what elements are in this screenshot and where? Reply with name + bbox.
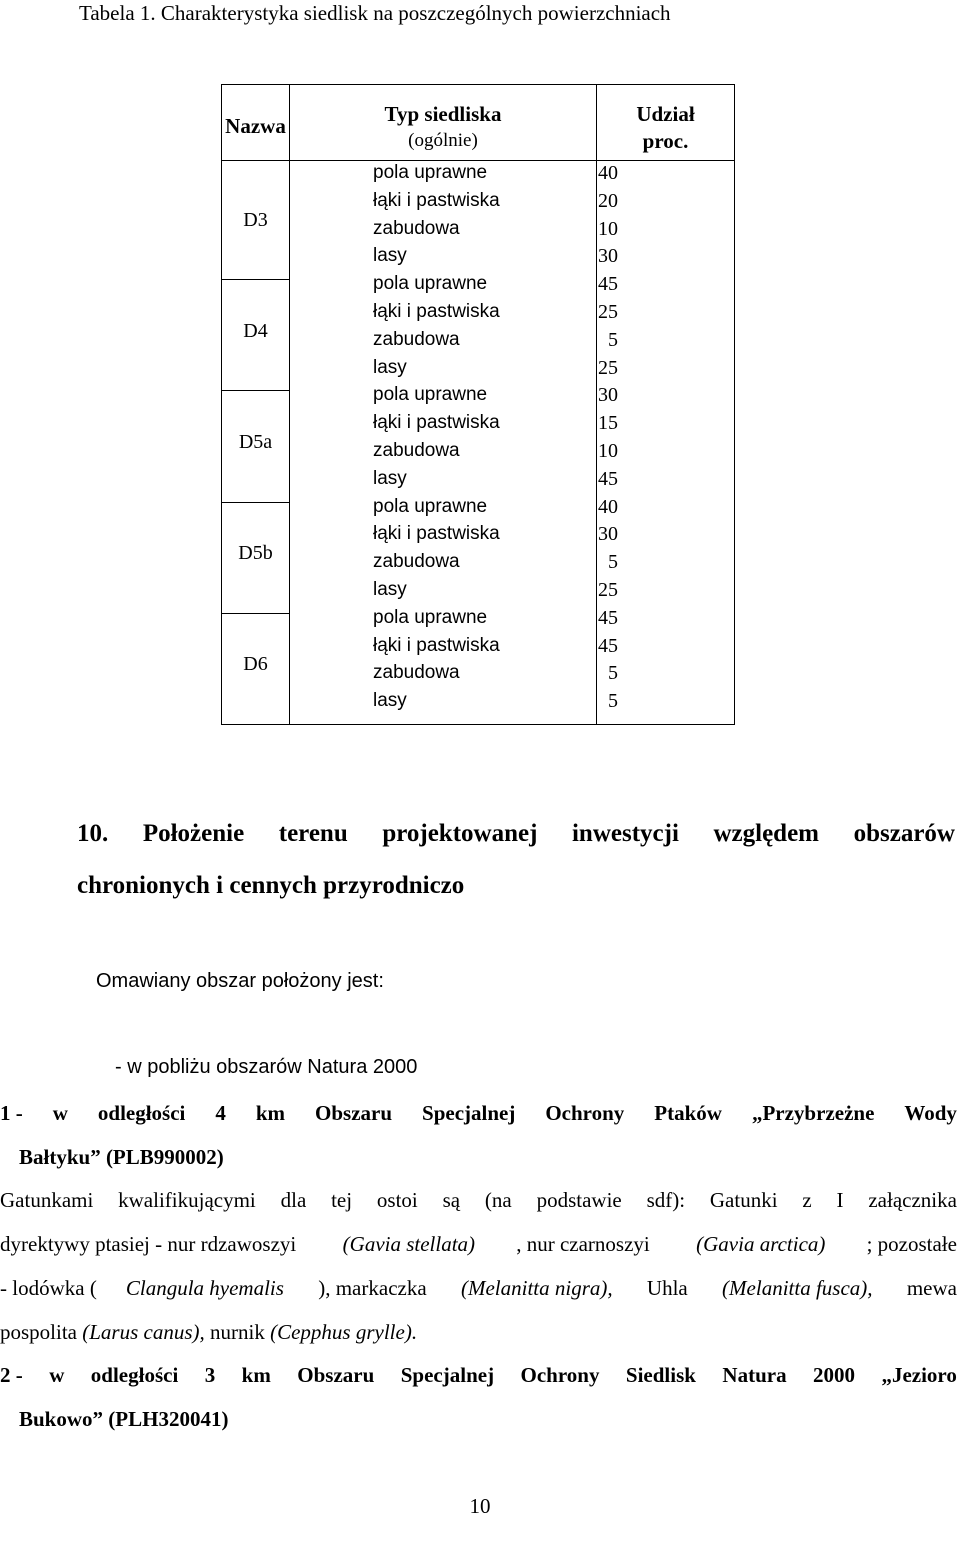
item-word: 2 - [0, 1363, 23, 1387]
header-type-sub: (ogólnie) [408, 130, 478, 151]
site-name: D5b [238, 542, 273, 565]
habitat-share: 30 [598, 384, 618, 407]
section-heading [77, 808, 955, 912]
habitat-type: pola uprawne [373, 495, 488, 517]
table-row [373, 270, 676, 298]
page-number: 10 [469, 1494, 491, 1518]
species-word: (na [484, 1188, 512, 1212]
heading-word: Położenie [142, 820, 245, 847]
habitat-type: pola uprawne [373, 384, 488, 406]
item-word: odległości [90, 1363, 179, 1387]
species-line1 [0, 1178, 957, 1222]
section-heading-line2: chronionych i cennych przyrodniczo [77, 872, 465, 899]
item-word: Ochrony [520, 1363, 600, 1387]
habitat-type: lasy [373, 356, 407, 378]
header-share-line2: proc. [642, 129, 689, 153]
header-name: Nazwa [225, 114, 286, 138]
group-divider [222, 390, 289, 391]
item-word: Natura [722, 1363, 787, 1387]
habitat-share: 20 [598, 189, 618, 212]
species-text: - lodówka ( [0, 1276, 97, 1300]
item-word: 4 [215, 1101, 226, 1125]
habitat-share: 5 [608, 690, 618, 713]
species-text: pospolita [0, 1320, 83, 1344]
species-word: tej [331, 1188, 353, 1212]
species-word: z [802, 1188, 812, 1212]
species-line3 [0, 1266, 957, 1310]
habitat-share: 10 [598, 217, 618, 240]
habitat-type: łąki i pastwiska [373, 412, 500, 434]
species-word: Gatunki [709, 1188, 778, 1212]
species-text: ; pozostałe [866, 1232, 957, 1256]
species-text: , nur czarnoszyi [516, 1232, 655, 1256]
species-word: załącznika [868, 1188, 957, 1212]
habitat-type: lasy [373, 245, 407, 267]
habitat-share: 40 [598, 495, 618, 518]
habitat-share: 30 [598, 523, 618, 546]
habitat-type: pola uprawne [373, 606, 488, 628]
table-row [373, 354, 676, 382]
intro-text: Omawiany obszar położony jest: [96, 970, 384, 992]
table-row [373, 493, 676, 521]
item-1-line2: Bałtyku” (PLB990002) [19, 1145, 224, 1169]
habitat-table [221, 84, 735, 725]
habitat-type: lasy [373, 690, 407, 712]
habitat-share: 45 [598, 634, 618, 657]
habitat-type: zabudowa [373, 440, 460, 461]
item-2-line2: Bukowo” (PLH320041) [19, 1407, 229, 1431]
species-word: są [442, 1188, 461, 1212]
species-text: ), markaczka [312, 1276, 432, 1300]
table-row [373, 326, 676, 354]
header-type [290, 101, 596, 153]
habitat-share: 25 [598, 579, 618, 601]
habitat-share: 5 [608, 662, 618, 685]
table-row [373, 242, 676, 270]
habitat-share: 10 [598, 440, 618, 462]
table-row [373, 298, 676, 326]
species-paragraph [0, 1178, 957, 1354]
item-word: „Jezioro [881, 1363, 957, 1387]
species-word: sdf): [646, 1188, 686, 1212]
table-row [373, 437, 676, 465]
habitat-type: zabudowa [373, 217, 460, 239]
species-latin: (Gavia stellata) [342, 1232, 476, 1256]
item-word: Siedlisk [625, 1363, 696, 1387]
item-word: km [255, 1101, 286, 1125]
table-row [373, 520, 676, 548]
species-latin: (Gavia arctica) [696, 1232, 826, 1256]
species-word: podstawie [536, 1188, 622, 1212]
item-word: 1 - [0, 1101, 23, 1125]
habitat-type: łąki i pastwiska [373, 189, 500, 211]
habitat-type: zabudowa [373, 662, 460, 684]
section-heading-line1 [77, 808, 955, 860]
item-word: 3 [204, 1363, 216, 1387]
group-divider [222, 279, 289, 280]
group-divider [222, 613, 289, 614]
species-latin: Clangula hyemalis [125, 1276, 284, 1300]
species-text: dyrektywy ptasiej - nur rdzawoszyi [0, 1232, 302, 1256]
species-latin: (Melanitta fusca), [722, 1276, 873, 1300]
item-2 [0, 1353, 957, 1441]
header-type-label: Typ siedliska [384, 102, 502, 126]
site-name: D3 [243, 208, 268, 231]
heading-word: względem [713, 820, 820, 847]
table-row [373, 465, 676, 493]
habitat-share: 25 [598, 301, 618, 323]
habitat-share: 15 [598, 412, 618, 435]
table-row [373, 215, 676, 243]
habitat-share: 45 [598, 606, 618, 629]
site-name: D5a [238, 431, 273, 453]
species-text: mewa [901, 1276, 957, 1300]
heading-word: projektowanej [382, 820, 538, 847]
item-word: km [241, 1363, 271, 1387]
table-row [373, 659, 676, 687]
item-word: Specjalnej [400, 1363, 495, 1387]
site-name: D6 [243, 653, 268, 676]
species-text: nurnik [204, 1320, 271, 1344]
item-2-line1 [0, 1353, 957, 1397]
habitat-type: łąki i pastwiska [373, 523, 500, 545]
species-word: Gatunkami [0, 1188, 94, 1212]
item-1 [0, 1091, 957, 1179]
species-word: ostoi [376, 1188, 418, 1212]
item-word: Obszaru [297, 1363, 375, 1387]
habitat-type: pola uprawne [373, 162, 488, 183]
item-word: Ochrony [545, 1101, 625, 1125]
species-word: kwalifikującymi [118, 1188, 256, 1212]
item-word: 2000 [813, 1363, 856, 1387]
habitat-share: 45 [598, 273, 618, 296]
species-latin: (Larus canus), [82, 1320, 205, 1344]
table-row [373, 604, 676, 632]
table-caption: Tabela 1. Charakterystyka siedlisk na poszczególnych powierzchniach [79, 1, 671, 25]
item-word: „Przybrzeżne [751, 1101, 875, 1125]
group-divider [222, 502, 289, 503]
species-word: dla [280, 1188, 307, 1212]
habitat-share: 30 [598, 245, 618, 268]
heading-word: obszarów [853, 820, 955, 847]
site-name: D4 [243, 319, 268, 342]
habitat-share: 45 [598, 467, 618, 490]
habitat-type: zabudowa [373, 551, 460, 573]
species-word: I [836, 1188, 844, 1212]
habitat-type: lasy [373, 579, 407, 600]
habitat-type: łąki i pastwiska [373, 301, 500, 322]
species-line2 [0, 1222, 957, 1266]
table-row [373, 632, 676, 660]
item-word: Wody [904, 1101, 957, 1125]
heading-word: terenu [278, 820, 348, 847]
species-latin: (Cepphus grylle). [270, 1320, 418, 1344]
section-number: 10. [77, 820, 109, 847]
item-1-line1 [0, 1091, 957, 1135]
species-text: Uhla [641, 1276, 693, 1300]
table-row [373, 187, 676, 215]
table-row [373, 159, 676, 187]
habitat-type: pola uprawne [373, 273, 488, 295]
item-word: odległości [97, 1101, 186, 1125]
header-share [597, 101, 734, 155]
table-row [373, 381, 676, 409]
habitat-type: zabudowa [373, 328, 460, 350]
habitat-share: 40 [598, 162, 618, 184]
species-line4 [0, 1310, 957, 1354]
natura-bullet: - w pobliżu obszarów Natura 2000 [115, 1056, 418, 1078]
heading-word: inwestycji [571, 820, 679, 847]
table-row [373, 548, 676, 576]
item-word: w [52, 1101, 68, 1125]
species-latin: (Melanitta nigra), [460, 1276, 613, 1300]
habitat-type: lasy [373, 467, 407, 489]
table-row [373, 409, 676, 437]
table-row [373, 576, 676, 604]
item-word: Ptaków [654, 1101, 722, 1125]
habitat-share: 5 [608, 328, 618, 351]
item-word: Specjalnej [422, 1101, 516, 1125]
header-share-line1: Udział [636, 102, 695, 126]
item-word: Obszaru [315, 1101, 393, 1125]
habitat-share: 25 [598, 356, 618, 379]
habitat-type: łąki i pastwiska [373, 634, 500, 656]
table-divider [289, 85, 290, 724]
habitat-share: 5 [608, 551, 618, 574]
table-row [373, 687, 676, 715]
item-word: w [49, 1363, 65, 1387]
